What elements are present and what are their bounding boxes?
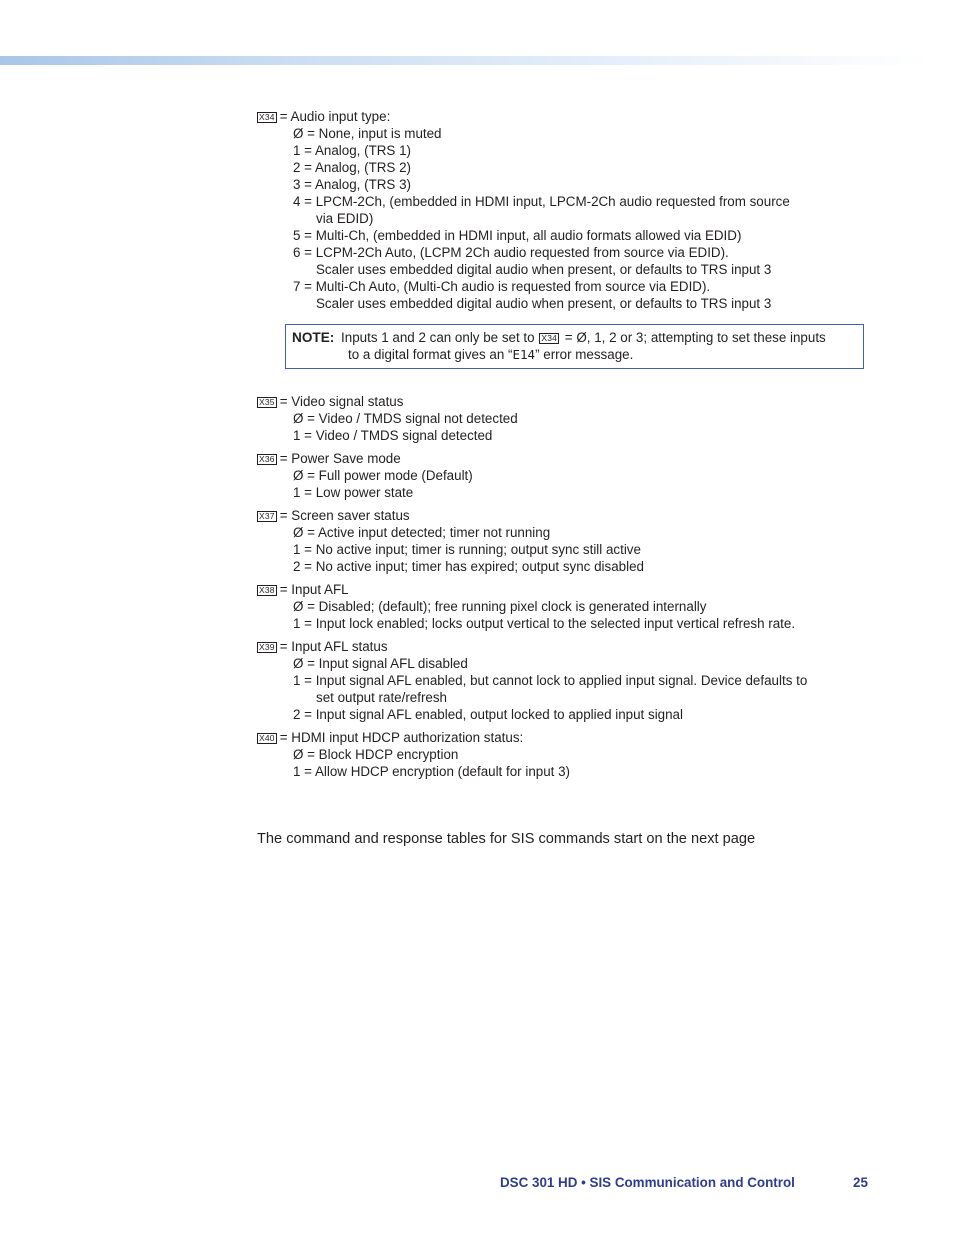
x34-option-2: 2 = Analog, (TRS 2): [293, 160, 411, 175]
x35-definition: [257, 393, 877, 444]
x39-option-1-continued: set output rate/refresh: [316, 690, 448, 705]
x36-option-0: Ø = Full power mode (Default): [293, 468, 473, 483]
x38-definition: [257, 581, 877, 632]
x37-option-2: 2 = No active input; timer has expired; output sync disabled: [293, 559, 644, 574]
x34-option-4-continued: via EDID): [316, 211, 374, 226]
error-code: E14: [512, 347, 536, 362]
closing-paragraph: The command and response tables for SIS commands start on the next page: [257, 831, 756, 847]
variable-box-x35: X35: [259, 397, 275, 407]
x34-option-3: 3 = Analog, (TRS 3): [293, 177, 411, 192]
x34-option-0: Ø = None, input is muted: [293, 126, 442, 141]
variable-box-x37: X37: [259, 511, 275, 521]
x40-option-1: 1 = Allow HDCP encryption (default for input 3): [293, 764, 571, 779]
variable-box-x34-note: X34: [541, 333, 558, 343]
x34-title: = Audio input type:: [279, 109, 391, 124]
x35-option-0: Ø = Video / TMDS signal not detected: [293, 411, 518, 426]
x36-option-1: 1 = Low power state: [293, 485, 414, 500]
page-footer: [500, 1175, 870, 1190]
x38-title: = Input AFL: [279, 582, 349, 597]
x34-definition: [257, 108, 877, 312]
footer-title: DSC 301 HD • SIS Communication and Control: [500, 1175, 795, 1190]
x40-title: = HDMI input HDCP authorization status:: [279, 730, 524, 745]
x36-definition: [257, 450, 877, 501]
x37-definition: [257, 507, 877, 575]
variable-box-x34: X34: [259, 112, 275, 122]
x37-option-0: Ø = Active input detected; timer not running: [293, 525, 551, 540]
x34-option-6: 6 = LCPM-2Ch Auto, (LCPM 2Ch audio requested from source via EDID).: [293, 245, 729, 260]
note-box: NOTE: Inputs 1 and 2 can only be set to X34 = Ø, 1, 2 or 3; attempting to set these inputs to a digital format gives an “E14” error message.: [285, 324, 864, 369]
x34-option-1: 1 = Analog, (TRS 1): [293, 143, 411, 158]
x39-title: = Input AFL status: [279, 639, 388, 654]
x34-option-7: 7 = Multi-Ch Auto, (Multi-Ch audio is requested from source via EDID).: [293, 279, 711, 294]
x36-title: = Power Save mode: [279, 451, 401, 466]
header-gradient-bar: [0, 56, 930, 65]
x34-option-7-continued: Scaler uses embedded digital audio when present, or defaults to TRS input 3: [316, 296, 772, 311]
note-label: NOTE:: [292, 330, 335, 345]
x37-title: = Screen saver status: [279, 508, 410, 523]
x34-option-5: 5 = Multi-Ch, (embedded in HDMI input, all audio formats allowed via EDID): [293, 228, 742, 243]
variable-box-x40: X40: [259, 733, 275, 743]
x39-definition: [257, 638, 877, 723]
x34-option-6-continued: Scaler uses embedded digital audio when present, or defaults to TRS input 3: [316, 262, 772, 277]
x34-option-4: 4 = LPCM-2Ch, (embedded in HDMI input, LPCM-2Ch audio requested from source: [293, 194, 790, 209]
x39-option-2: 2 = Input signal AFL enabled, output locked to applied input signal: [293, 707, 683, 722]
variable-box-x39: X39: [259, 642, 275, 652]
x39-option-0: Ø = Input signal AFL disabled: [293, 656, 468, 671]
x37-option-1: 1 = No active input; timer is running; output sync still active: [293, 542, 641, 557]
x40-option-0: Ø = Block HDCP encryption: [293, 747, 459, 762]
x38-option-0: Ø = Disabled; (default); free running pixel clock is generated internally: [293, 599, 707, 614]
variable-definitions: [257, 108, 877, 786]
x35-option-1: 1 = Video / TMDS signal detected: [293, 428, 493, 443]
x40-definition: [257, 729, 877, 780]
x39-option-1: 1 = Input signal AFL enabled, but cannot lock to applied input signal. Device defaults to: [293, 673, 808, 688]
x35-title: = Video signal status: [279, 394, 404, 409]
variable-box-x38: X38: [259, 585, 275, 595]
variable-box-x36: X36: [259, 454, 275, 464]
x38-option-1: 1 = Input lock enabled; locks output vertical to the selected input vertical refresh rate.: [293, 616, 796, 631]
page-number: 25: [853, 1175, 868, 1190]
